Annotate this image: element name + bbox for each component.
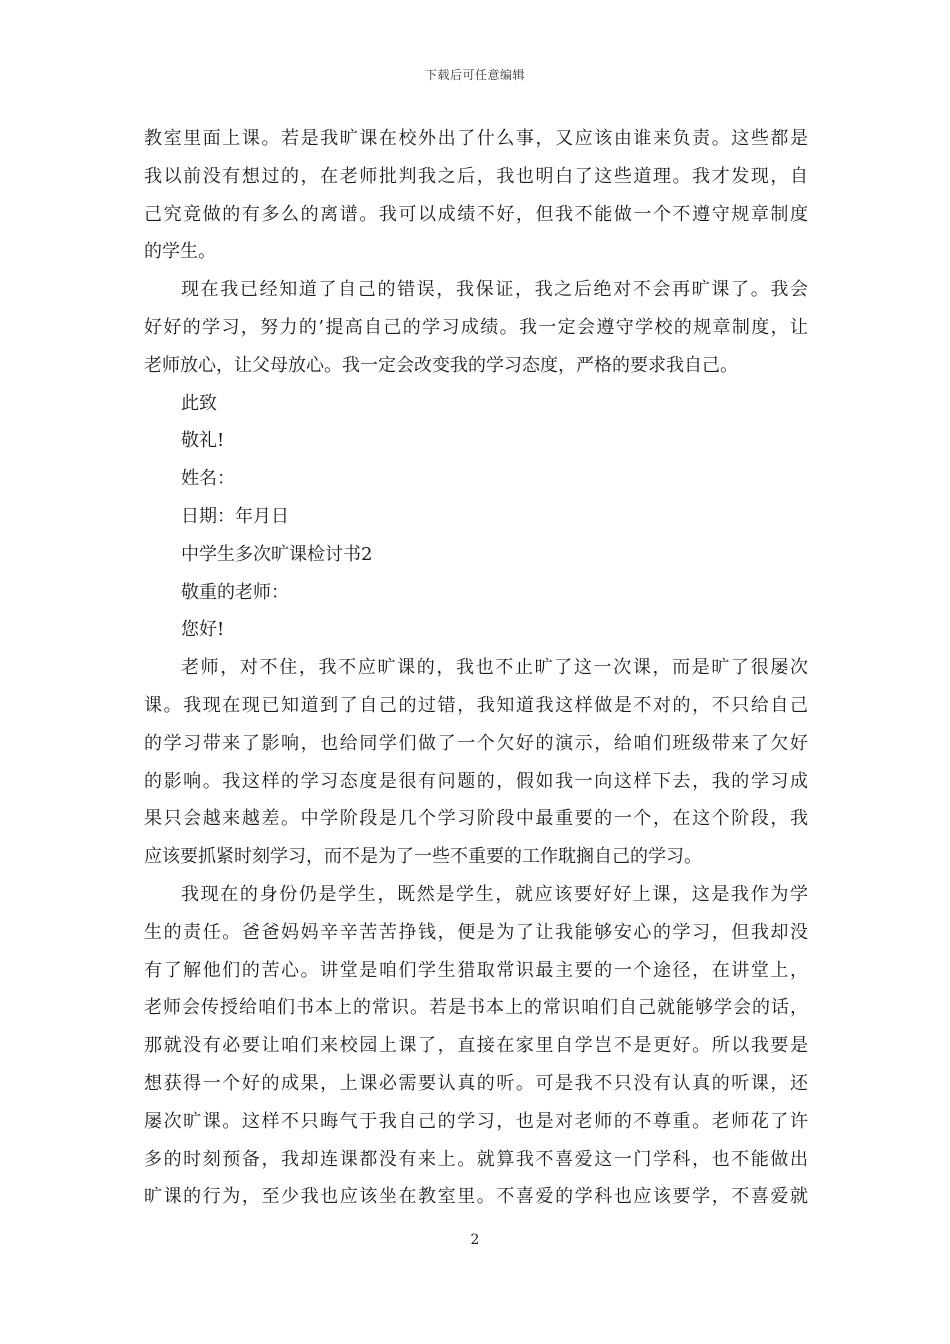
text-line: 的学习带来了影响，也给同学们做了一个欠好的演示，给咱们班级带来了欠好 [144, 732, 808, 754]
text-line: 想获得一个好的成果，上课必需要认真的听。可是我不只没有认真的听课，还 [144, 1072, 808, 1094]
text-line: 应该要抓紧时刻学习，而不是为了一些不重要的工作耽搁自己的学习。 [144, 846, 702, 868]
document-body [144, 120, 808, 1216]
page-number: 2 [470, 1232, 480, 1248]
text-line: 课。我现在现已知道到了自己的过错，我知道我这样做是不对的，不只给自己 [144, 694, 808, 716]
text-line: 此致 [181, 392, 217, 414]
text-line: 中学生多次旷课检讨书2 [181, 543, 373, 565]
text-line: 的学生。 [144, 241, 216, 263]
text-line: 教室里面上课。若是我旷课在校外出了什么事，又应该由谁来负责。这些都是 [144, 128, 808, 149]
text-line: 老师放心，让父母放心。我一定会改变我的学习态度，严格的要求我自己。 [144, 354, 738, 376]
text-line: 您好! [181, 619, 225, 641]
text-line: 好好的学习，努力的’提高自己的学习成绩。我一定会遵守学校的规章制度，让 [144, 316, 808, 338]
text-line: 那就没有必要让咱们来校园上课了，直接在家里自学岂不是更好。所以我要是 [144, 1035, 808, 1057]
text-line: 多的时刻预备，我却连课都没有来上。就算我不喜爱这一门学科，也不能做出 [144, 1148, 808, 1170]
text-line: 敬重的老师： [181, 581, 289, 603]
page-header: 下载后可任意编辑 [424, 68, 525, 82]
text-line: 的影响。我这样的学习态度是很有问题的，假如我一向这样下去，我的学习成 [144, 770, 808, 792]
text-line: 我现在的身份仍是学生，既然是学生，就应该要好好上课，这是我作为学 [181, 883, 808, 905]
text-line: 姓名： [181, 468, 235, 490]
text-line: 现在我已经知道了自己的错误，我保证，我之后绝对不会再旷课了。我会 [181, 279, 808, 301]
text-line: 老师，对不住，我不应旷课的，我也不止旷了这一次课，而是旷了很屡次 [181, 657, 808, 679]
text-line: 有了解他们的苦心。讲堂是咱们学生猎取常识最主要的一个途径，在讲堂上， [144, 959, 808, 981]
text-line: 屡次旷课。这样不只晦气于我自己的学习，也是对老师的不尊重。老师花了许 [144, 1110, 808, 1132]
text-line: 敬礼! [181, 430, 225, 452]
text-line: 生的责任。爸爸妈妈辛辛苦苦挣钱，便是为了让我能够安心的学习，但我却没 [144, 921, 808, 943]
text-line: 日期：年月日 [181, 505, 289, 527]
text-line: 己究竟做的有多么的离谱。我可以成绩不好，但我不能做一个不遵守规章制度 [144, 203, 808, 225]
text-line: 旷课的行为，至少我也应该坐在教室里。不喜爱的学科也应该要学，不喜爱就 [144, 1186, 808, 1208]
text-line: 老师会传授给咱们书本上的常识。若是书本上的常识咱们自己就能够学会的话， [144, 997, 808, 1019]
text-line: 果只会越来越差。中学阶段是几个学习阶段中最重要的一个，在这个阶段，我 [144, 808, 808, 830]
text-line: 我以前没有想过的，在老师批判我之后，我也明白了这些道理。我才发现，自 [144, 165, 808, 187]
